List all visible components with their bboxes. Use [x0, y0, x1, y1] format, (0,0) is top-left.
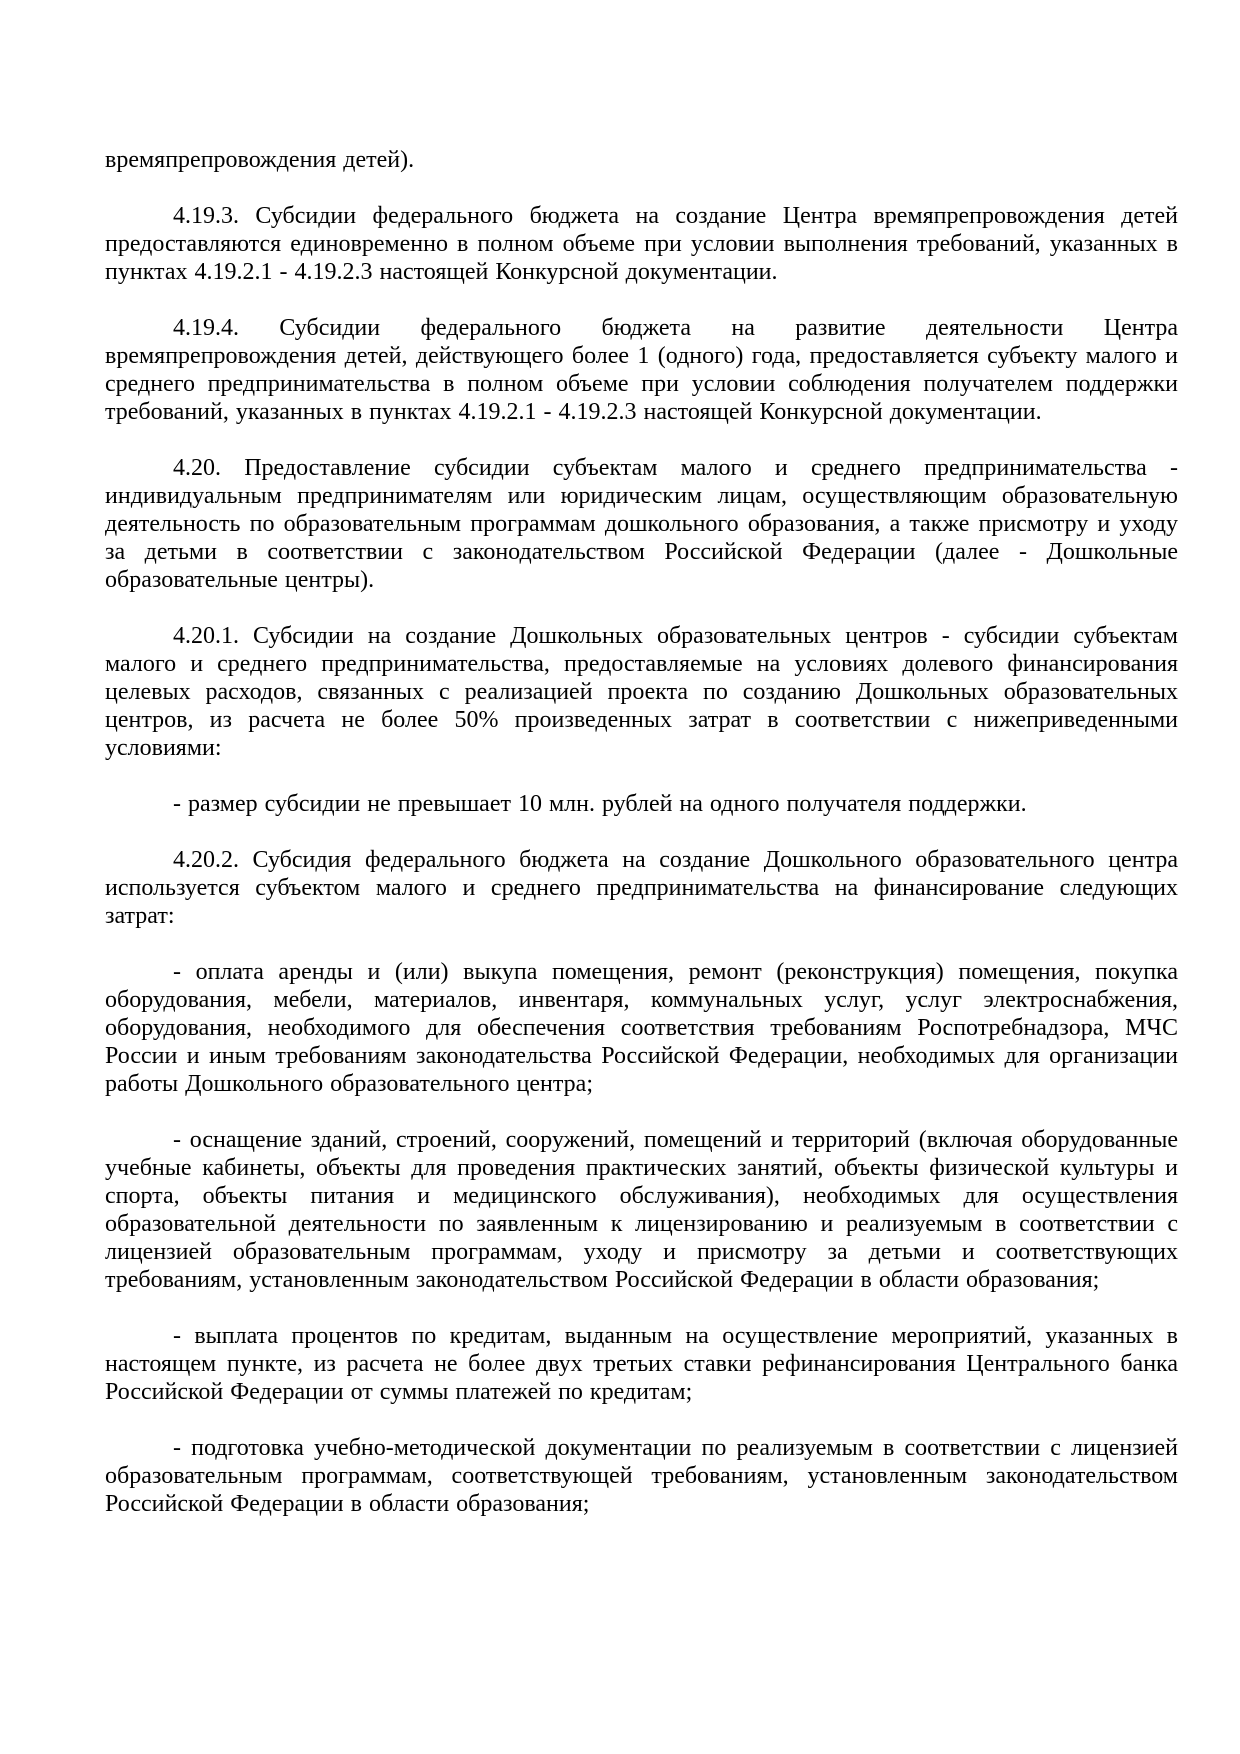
- paragraph-continuation: времяпрепровождения детей).: [105, 147, 415, 173]
- document-body: [105, 146, 1178, 1518]
- clause-4-20-1: 4.20.1. Субсидии на создание Дошкольных образовательных центров - субсидии субъектам малого и среднего предпринимательства, предоставляемые на условиях долевого финансирования целевых расходов, связанных с реализацией проекта по созданию Дошкольных образовательных центров, из расчета не более 50% произведенных затрат в соответствии с нижеприведенными условиями:: [105, 623, 1178, 761]
- clause-4-20-2: 4.20.2. Субсидия федерального бюджета на создание Дошкольного образовательного центра используется субъектом малого и среднего предпринимательства на финансирование следующих затрат:: [105, 847, 1178, 929]
- bullet-rent-payment: - оплата аренды и (или) выкупа помещения, ремонт (реконструкция) помещения, покупка оборудования, мебели, материалов, инвентаря, коммунальных услуг, услуг электроснабжения, оборудования, необходимого для обеспечения соответствия требованиям Роспотребнадзора, МЧС России и иным требованиям законодательства Российской Федерации, необходимых для организации работы Дошкольного образовательного центра;: [105, 959, 1178, 1097]
- bullet-methodical-documentation: - подготовка учебно-методической документации по реализуемым в соответствии с лицензией образовательным программам, соответствующей требованиям, установленным законодательством Российской Федерации в области образования;: [105, 1435, 1178, 1517]
- bullet-interest-payment: - выплата процентов по кредитам, выданным на осуществление мероприятий, указанных в настоящем пункте, из расчета не более двух третьих ставки рефинансирования Центрального банка Российской Федерации от суммы платежей по кредитам;: [105, 1323, 1178, 1405]
- bullet-subsidy-limit: - размер субсидии не превышает 10 млн. рублей на одного получателя поддержки.: [173, 791, 1027, 817]
- clause-4-20: 4.20. Предоставление субсидии субъектам малого и среднего предпринимательства - индивидуальным предпринимателям или юридическим лицам, осуществляющим образовательную деятельность по образовательным программам дошкольного образования, а также присмотру и уходу за детьми в соответствии с законодательством Российской Федерации (далее - Дошкольные образовательные центры).: [105, 455, 1178, 593]
- clause-4-19-3: 4.19.3. Субсидии федерального бюджета на создание Центра времяпрепровождения детей предоставляются единовременно в полном объеме при условии выполнения требований, указанных в пунктах 4.19.2.1 - 4.19.2.3 настоящей Конкурсной документации.: [105, 203, 1178, 285]
- bullet-equipping-buildings: - оснащение зданий, строений, сооружений, помещений и территорий (включая оборудованные учебные кабинеты, объекты для проведения практических занятий, объекты физической культуры и спорта, объекты питания и медицинского обслуживания), необходимых для осуществления образовательной деятельности по заявленным к лицензированию и реализуемым в соответствии с лицензией образовательным программам, уходу и присмотру за детьми и соответствующих требованиям, установленным законодательством Российской Федерации в области образования;: [105, 1127, 1178, 1293]
- clause-4-19-4: 4.19.4. Субсидии федерального бюджета на развитие деятельности Центра времяпрепровождения детей, действующего более 1 (одного) года, предоставляется субъекту малого и среднего предпринимательства в полном объеме при условии соблюдения получателем поддержки требований, указанных в пунктах 4.19.2.1 - 4.19.2.3 настоящей Конкурсной документации.: [105, 315, 1178, 425]
